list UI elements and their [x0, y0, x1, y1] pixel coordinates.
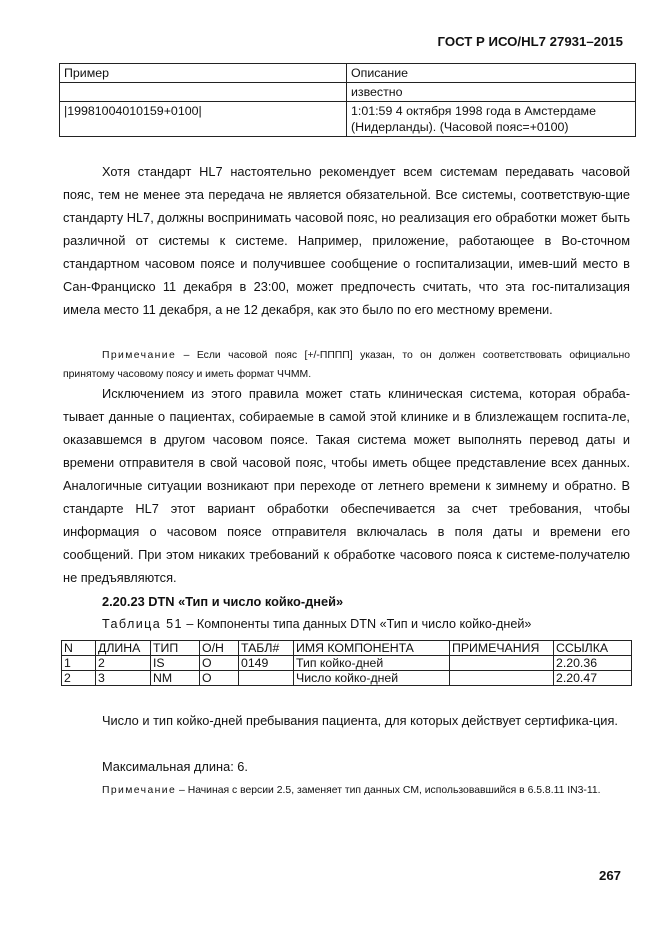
table-cell: О [200, 671, 239, 686]
table-cell: 2.20.47 [554, 671, 632, 686]
caption-text: – Компоненты типа данных DTN «Тип и число койко-дней» [182, 617, 532, 631]
table-header-row [60, 64, 636, 83]
note-timezone [63, 346, 630, 384]
table-row [60, 102, 636, 137]
example-table [59, 63, 636, 137]
section-heading: 2.20.23 DTN «Тип и число койко-дней» [102, 594, 344, 609]
note-version [63, 781, 630, 800]
table-cell: 3 [96, 671, 151, 686]
table-row [60, 83, 636, 102]
paragraph-timezone: Хотя стандарт HL7 настоятельно рекомендует всем системам передавать часовой пояс, тем не менее эта передача не является обязательной. Все системы, соответствую-щие стандарту HL7, должны воспринимать часовой пояс, но реализация его обработки может быть различной от системы к системе. Например, приложение, работающее в Во-сточном стандартном часовом поясе и получившее сообщение о госпитализации, имев-ший место в Сан-Франциско 11 декабря в 23:00, может предпочесть считать, что эта гос-питализация имела место 11 декабря, а не 12 декабря, как это было по его местному времени. [63, 164, 630, 317]
column-header: ТИП [151, 641, 200, 656]
table-cell: О [200, 656, 239, 671]
column-header: О/Н [200, 641, 239, 656]
table-cell: 2 [96, 656, 151, 671]
caption-label: Таблица 51 [102, 617, 183, 631]
table-cell: |19981004010159+0100| [60, 102, 347, 137]
page-number: 267 [598, 868, 621, 883]
table-cell: 2 [62, 671, 96, 686]
column-header: ДЛИНА [96, 641, 151, 656]
table-cell: 0149 [239, 656, 294, 671]
table-caption [102, 617, 531, 631]
column-header: ПРИМЕЧАНИЯ [450, 641, 554, 656]
table-cell [60, 83, 347, 102]
table-cell: Тип койко-дней [294, 656, 450, 671]
table-cell: известно [347, 83, 636, 102]
table-cell [450, 671, 554, 686]
table-row [62, 656, 632, 671]
dtn-components-table [61, 640, 632, 686]
table-cell: IS [151, 656, 200, 671]
note-label: Примечание [102, 785, 177, 796]
paragraph-exception: Исключением из этого правила может стать клиническая система, которая обраба-тывает данные о пациентах, собираемые в самой этой клинике и в близлежащем госпита-ле, оказавшемся в другом часовом поясе. Такая система может выполнять перевод даты и времени отправителя в свой часовой пояс, чтобы иметь общее представление всех данных. Аналогичные ситуации возникают при переходе от летнего времени к зимнему и обратно. В стандарте HL7 этот вариант обработки обеспечивается за счет требования, чтобы информация о часовом поясе отправителя включалась в поля даты и времени его сообщений. При этом никаких требований к обработке часового пояса к системе-получателю не предъявляются. [63, 386, 630, 585]
paragraph-max-length: Максимальная длина: 6. [102, 759, 248, 774]
column-header: Пример [60, 64, 347, 83]
table-cell: NM [151, 671, 200, 686]
table-cell: 2.20.36 [554, 656, 632, 671]
note-label: Примечание [102, 350, 177, 361]
note-text: – Начиная с версии 2.5, заменяет тип данных CM, использовавшийся в 6.5.8.11 IN3-11. [176, 785, 601, 796]
column-header: Описание [347, 64, 636, 83]
table-cell: 1:01:59 4 октября 1998 года в Амстердаме (Нидерланды). (Часовой пояс=+0100) [347, 102, 636, 137]
standard-code: ГОСТ Р ИСО/HL7 27931–2015 [437, 34, 623, 49]
table-header-row [62, 641, 632, 656]
column-header: ССЫЛКА [554, 641, 632, 656]
table-cell [450, 656, 554, 671]
note-text: – Если часовой пояс [+/-ПППП] указан, то он должен соответствовать официально принятому часовому поясу и иметь формат ЧЧММ. [63, 350, 630, 380]
column-header: N [62, 641, 96, 656]
table-row [62, 671, 632, 686]
paragraph-dtn-description: Число и тип койко-дней пребывания пациента, для которых действует сертифика-ция. [102, 713, 618, 728]
table-cell: 1 [62, 656, 96, 671]
column-header: ИМЯ КОМПОНЕНТА [294, 641, 450, 656]
table-cell: Число койко-дней [294, 671, 450, 686]
column-header: ТАБЛ# [239, 641, 294, 656]
table-cell [239, 671, 294, 686]
